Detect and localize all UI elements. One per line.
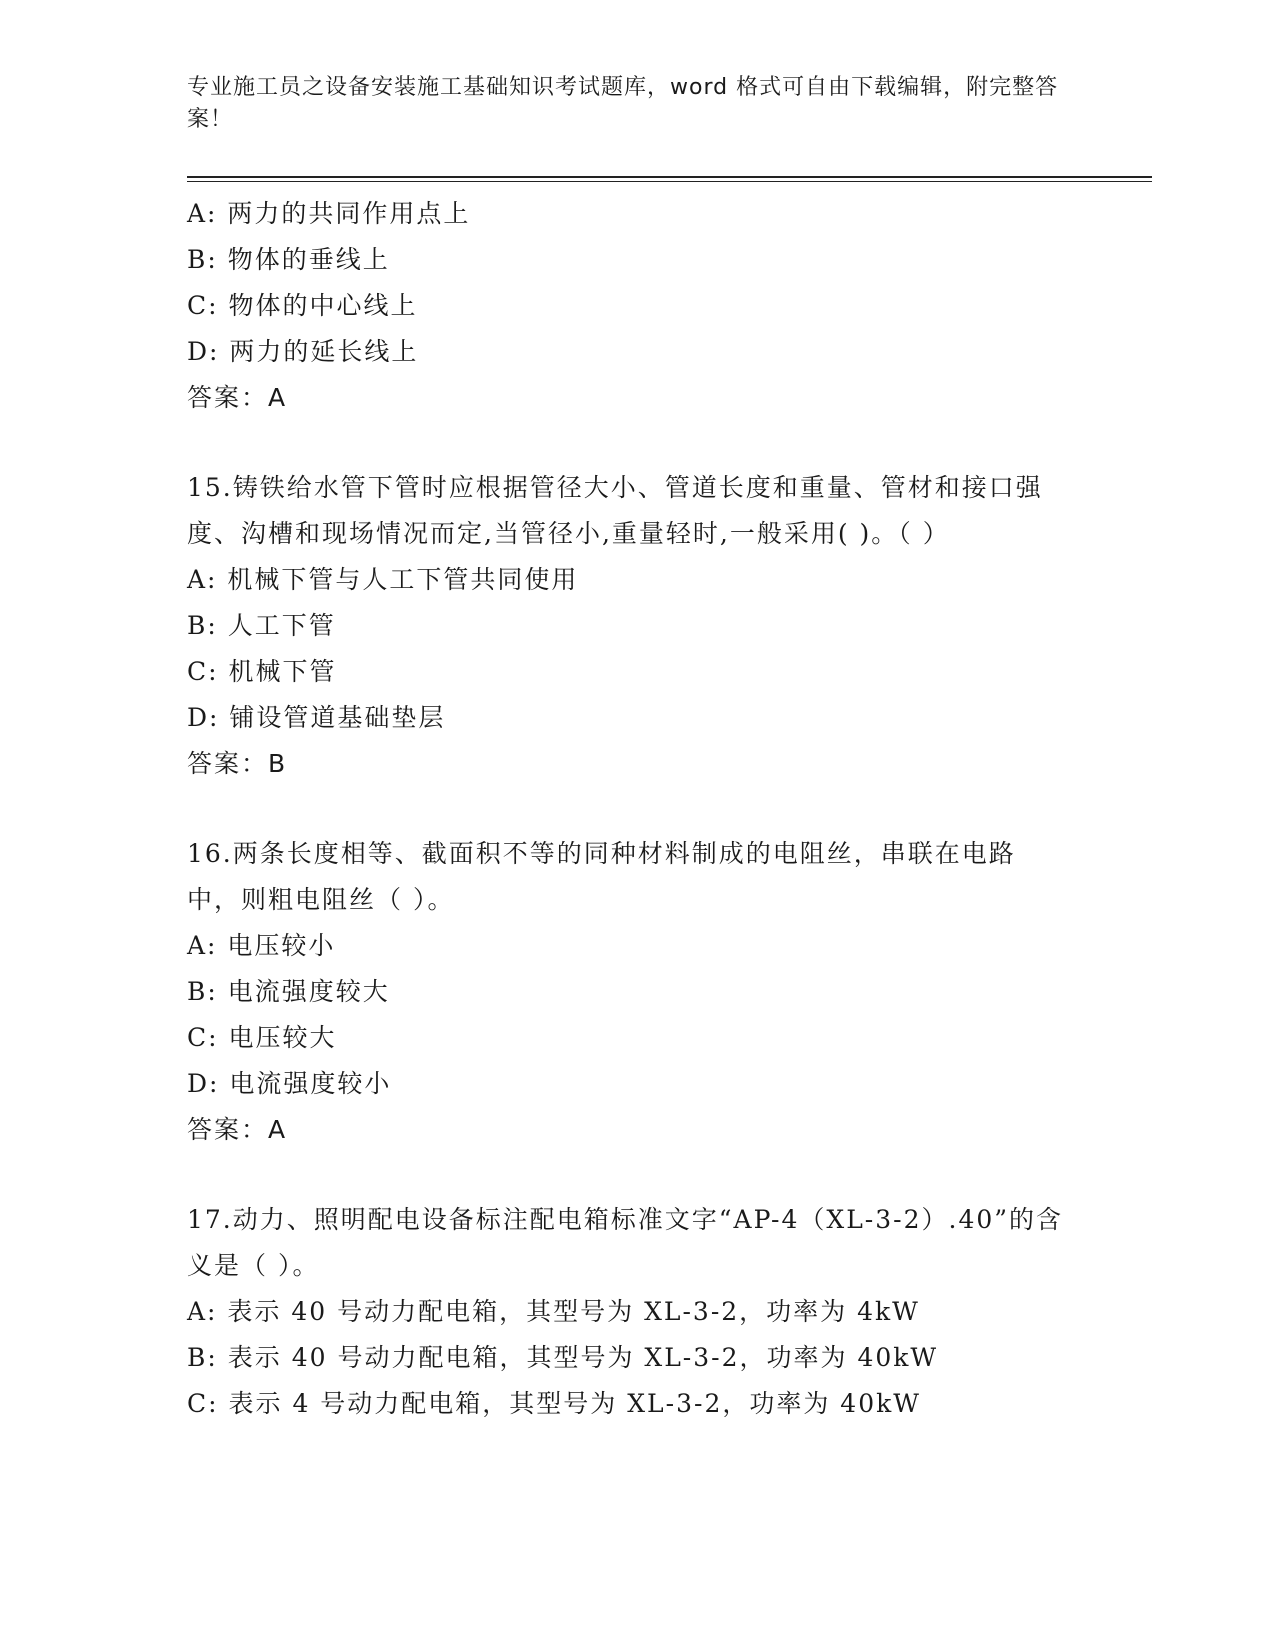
question-17 — [187, 1197, 1067, 1427]
option-a: A: 机械下管与人工下管共同使用 — [187, 565, 579, 594]
spacer — [187, 1153, 1067, 1197]
question-15 — [187, 465, 1067, 787]
document-header: 专业施工员之设备安装施工基础知识考试题库，word 格式可自由下载编辑，附完整答案！ — [187, 75, 1059, 132]
answer: 答案：B — [187, 749, 288, 778]
question-text: 15.铸铁给水管下管时应根据管径大小、管道长度和重量、管材和接口强度、沟槽和现场情况而定,当管径小,重量轻时,一般采用( )。（ ） — [187, 473, 1043, 548]
option-c: C: 电压较大 — [187, 1023, 337, 1052]
question-text: 16.两条长度相等、截面积不等的同种材料制成的电阻丝，串联在电路中，则粗电阻丝（ ）。 — [187, 839, 1016, 914]
option-a: A: 两力的共同作用点上 — [187, 199, 471, 228]
option-d: D: 两力的延长线上 — [187, 337, 419, 366]
answer: 答案：A — [187, 383, 288, 412]
option-d: D: 铺设管道基础垫层 — [187, 703, 446, 732]
option-b: B: 表示 40 号动力配电箱，其型号为 XL-3-2，功率为 40kW — [187, 1343, 939, 1372]
question-text: 17.动力、照明配电设备标注配电箱标准文字“AP-4（XL-3-2）.40”的含义是（ ）。 — [187, 1205, 1064, 1280]
header-rule-thick — [187, 176, 1152, 178]
option-b: B: 电流强度较大 — [187, 977, 390, 1006]
option-c: C: 机械下管 — [187, 657, 337, 686]
option-a: A: 电压较小 — [187, 931, 336, 960]
question-16 — [187, 831, 1067, 1153]
option-b: B: 人工下管 — [187, 611, 336, 640]
option-a: A: 表示 40 号动力配电箱，其型号为 XL-3-2，功率为 4kW — [187, 1297, 920, 1326]
option-d: D: 电流强度较小 — [187, 1069, 392, 1098]
option-c: C: 物体的中心线上 — [187, 291, 418, 320]
spacer — [187, 787, 1067, 831]
header-rule-thin — [187, 181, 1152, 182]
option-b: B: 物体的垂线上 — [187, 245, 390, 274]
question-14-continuation — [187, 191, 1067, 421]
answer: 答案：A — [187, 1115, 288, 1144]
option-c: C: 表示 4 号动力配电箱，其型号为 XL-3-2，功率为 40kW — [187, 1389, 921, 1418]
document-body — [187, 191, 1067, 1427]
spacer — [187, 421, 1067, 465]
